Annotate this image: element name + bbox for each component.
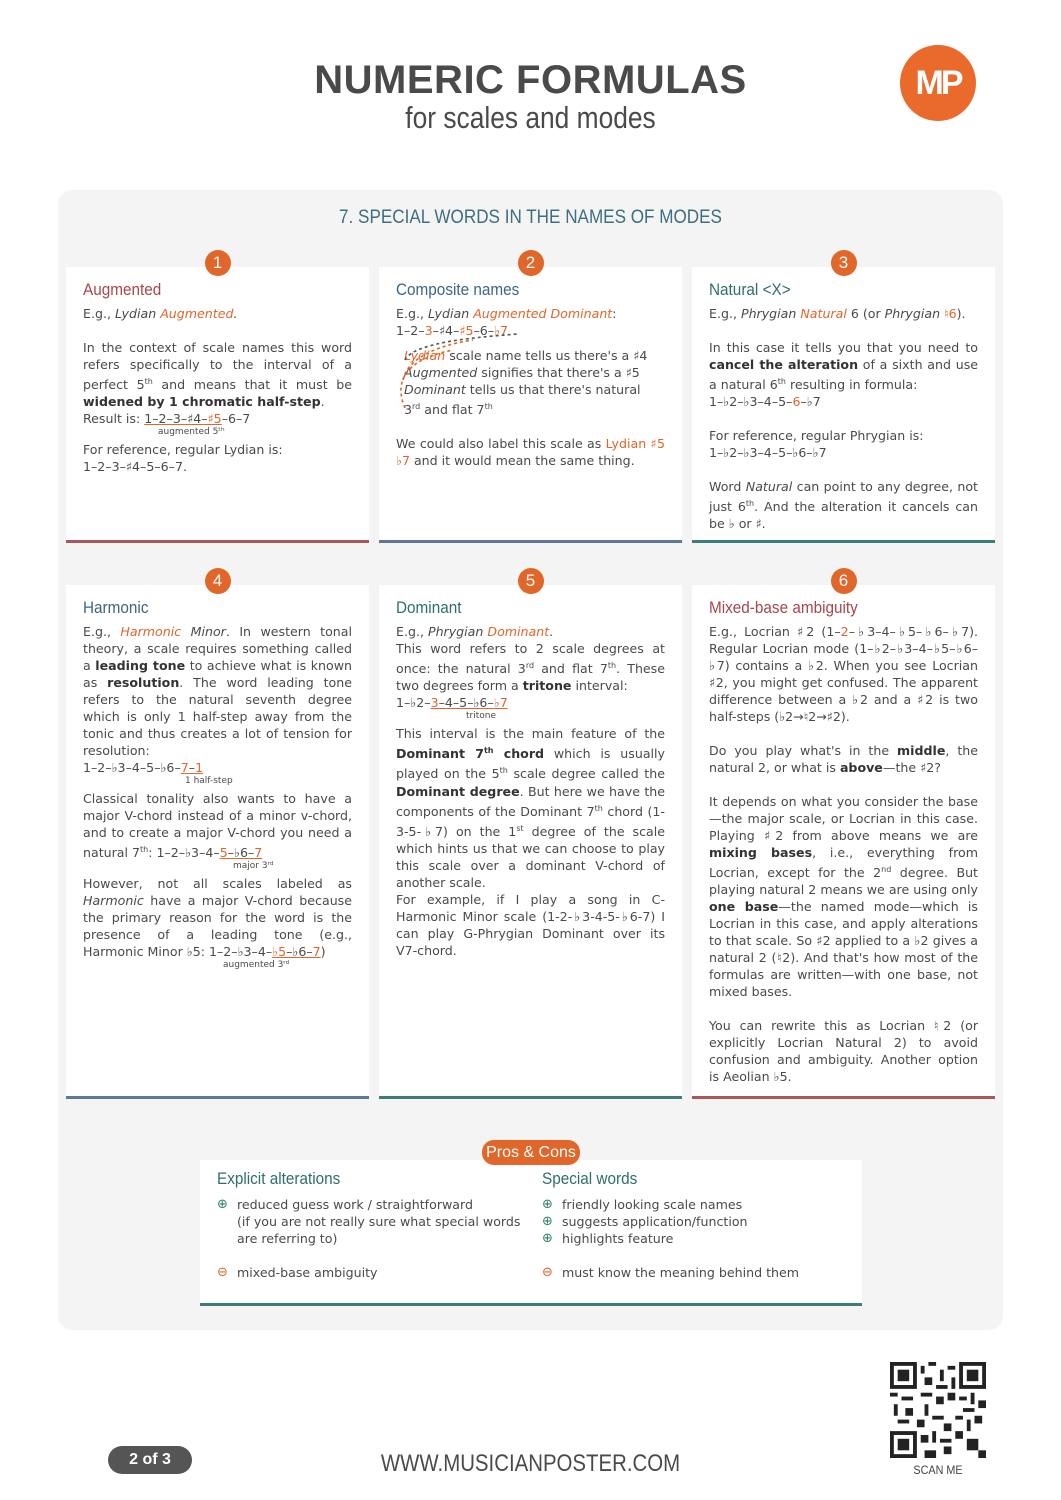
pros-cons-special <box>542 1170 852 1281</box>
card-text: Classical tonality also wants to have a major V-chord instead of a minor v-chord, and to create a major V-chord you need a natural 7th: 1–2–♭3–4–5–♭6–7 <box>83 791 352 861</box>
card-number: 2 <box>518 250 544 276</box>
page-subtitle: for scales and modes <box>405 100 656 135</box>
card-formula: 1–2–♭3–4–5–♭6–7–1 <box>83 760 204 775</box>
card-reference: For reference, regular Phrygian is: <box>709 428 924 444</box>
card-example: E.g., Phrygian Natural 6 (or Phrygian ♮6). <box>709 306 966 321</box>
card-harmonic <box>66 571 369 1099</box>
pro-item: ⊕ reduced guess work / straightforward <box>217 1197 473 1212</box>
card-number: 5 <box>518 568 544 594</box>
card-title: Mixed-base ambiguity <box>709 598 858 617</box>
card-line: Lydian scale name tells us there's a ♯4 <box>404 348 648 363</box>
scan-me-label: SCAN ME <box>913 1463 963 1477</box>
card-line: Dominant tells us that there's natural <box>404 382 641 397</box>
plus-icon: ⊕ <box>542 1197 553 1212</box>
pro-item: (if you are not really sure what special words <box>237 1214 521 1229</box>
card-title: Augmented <box>83 280 162 299</box>
card-text: E.g., Harmonic Minor. In western tonal theory, a scale requires something called a leading tone to achieve what is known as resolution. The word leading tone refers to the natural seventh degree which is only 1 half-step away from the tonic and thus creates a lot of tension for resolution: <box>83 624 352 758</box>
card-text: In the context of scale names this word refers specifically to the interval of a perfect 5th and means that it must be widened by 1 chromatic half-step. <box>83 340 352 410</box>
formula-note: augmented 3ʳᵈ <box>223 960 290 971</box>
card-text: It depends on what you consider the base—the major scale, or Locrian in this case. Playing ♯2 from above means we are mixing bases, i.e., everything from Locrian, except for the 2nd degree. But playing natural 2 means we are using only one base—the named mode—which is Locrian in this case, and apply alterations to that scale. So ♯2 applied to a ♭2 gives a natural 2 (♮2). And that's how most of the formulas are written—with one base, not mixed bases. <box>709 794 978 1000</box>
formula-note: 1 half-step <box>185 776 233 786</box>
card-formula: 1–♭2–3–4–5–♭6–♭7 <box>396 695 508 711</box>
card-reference-formula: 1–♭2–♭3–4–5–♭6–♭7 <box>709 445 827 461</box>
card-text: E.g., Locrian ♯2 (1–2–♭3–4–♭5–♭6–♭7). Regular Locrian mode (1–♭2–♭3–4–♭5–♭6–♭7) contains a ♭2. When you see Locrian ♯2, you might get confused. The apparent difference between a ♭2 and a ♯2 is two half-steps (♭2→♮2→♯2). <box>709 624 978 724</box>
card-example: E.g., Lydian Augmented. <box>83 306 238 321</box>
card-title: Natural <X> <box>709 280 791 299</box>
annotation-arrows <box>393 330 523 415</box>
card-line: Augmented signifies that there's a ♯5 <box>404 365 640 380</box>
minus-icon: ⊖ <box>217 1265 228 1280</box>
card-text: We could also label this scale as Lydian ♯5 ♭7 and it would mean the same thing. <box>396 436 665 469</box>
website-link[interactable]: WWW.MUSICIANPOSTER.COM <box>380 1450 681 1477</box>
pros-cons-title: Explicit alterations <box>217 1169 341 1188</box>
card-mixed-base-ambiguity <box>692 571 995 1099</box>
card-composite-names <box>379 253 682 543</box>
plus-icon: ⊕ <box>542 1214 553 1229</box>
card-text: Word Natural can point to any degree, not just 6th. And the alteration it cancels can be ♭ or ♯. <box>709 479 979 532</box>
card-dominant <box>379 571 682 1099</box>
con-item: ⊖ mixed-base ambiguity <box>217 1265 378 1280</box>
card-text: This word refers to 2 scale degrees at once: the natural 3rd and flat 7th. These two degrees form a tritone interval: <box>396 641 665 694</box>
minus-icon: ⊖ <box>542 1265 553 1280</box>
section-title: 7. SPECIAL WORDS IN THE NAMES OF MODES <box>339 207 722 228</box>
card-title: Composite names <box>396 280 520 299</box>
pro-item: are referring to) <box>237 1231 338 1246</box>
card-title: Dominant <box>396 598 462 617</box>
card-example: E.g., Phrygian Dominant. <box>396 624 554 639</box>
formula-note: major 3ʳᵈ <box>233 861 274 872</box>
con-item: ⊖ must know the meaning behind them <box>542 1265 800 1280</box>
card-natural <box>692 253 995 543</box>
card-text: In this case it tells you that you need to cancel the alteration of a sixth and use a natural 6th resulting in formula: <box>709 340 979 393</box>
pros-cons-box <box>200 1160 862 1306</box>
card-number: 1 <box>205 250 231 276</box>
card-formula: Result is: 1–2–3–♯4–♯5–6–7 <box>83 411 251 427</box>
card-text: However, not all scales labeled as Harmonic have a major V-chord because the primary reason for the word is the presence of a leading tone (e.g., Harmonic Minor ♭5: 1–2–♭3–4–♭5–♭6–7) <box>83 876 352 960</box>
formula-note: tritone <box>466 711 497 722</box>
card-text: You can rewrite this as Locrian ♮2 (or explicitly Locrian Natural 2) to avoid confusion and ambiguity. Another option is Aeolian ♭5. <box>709 1018 978 1085</box>
page-title: NUMERIC FORMULAS <box>314 58 747 102</box>
plus-icon: ⊕ <box>217 1197 228 1212</box>
pro-item: ⊕ suggests application/function <box>542 1214 748 1229</box>
card-example: E.g., Lydian Augmented Dominant: <box>396 306 617 321</box>
card-augmented <box>66 253 369 543</box>
card-formula: 1–2–3–♯4–♯5–6–♭7 <box>396 323 509 338</box>
card-line: 3rd and flat 7th <box>404 402 493 418</box>
pro-item: ⊕ highlights feature <box>542 1231 674 1246</box>
card-number: 6 <box>831 568 857 594</box>
card-number: 3 <box>831 250 857 276</box>
card-formula: 1–♭2–♭3–4–5–6–♭7 <box>709 394 821 410</box>
pros-cons-badge: Pros & Cons <box>482 1140 580 1165</box>
card-title: Harmonic <box>83 598 149 617</box>
plus-icon: ⊕ <box>542 1231 553 1246</box>
card-text: Do you play what's in the middle, the natural 2, or what is above—the ♯2? <box>709 743 978 775</box>
page-indicator: 2 of 3 <box>108 1446 192 1474</box>
pros-cons-title: Special words <box>542 1169 638 1188</box>
qr-code-icon[interactable] <box>890 1362 986 1458</box>
card-text: For example, if I play a song in C-Harmonic Minor scale (1-2-♭3-4-5-♭6-7) I can play G-Phrygian Dominant over its V7-chord. <box>396 891 665 958</box>
pros-cons-explicit <box>217 1170 537 1281</box>
musician-poster-logo: MP <box>900 45 976 121</box>
formula-note: augmented 5ᵗʰ <box>158 427 225 438</box>
card-reference: For reference, regular Lydian is: <box>83 442 283 458</box>
card-reference-formula: 1–2–3–♯4–5–6–7. <box>83 459 187 475</box>
pro-item: ⊕ friendly looking scale names <box>542 1197 743 1212</box>
card-text: This interval is the main feature of the Dominant 7th chord which is usually played on the 5th scale degree called the Dominant degree. But here we have the components of the Dominant 7th chord (1-3-5-♭7) on the 1st degree of the scale which hints us that we can choose to play this scale over a dominant V-chord of another scale. <box>396 726 666 890</box>
card-number: 4 <box>205 568 231 594</box>
